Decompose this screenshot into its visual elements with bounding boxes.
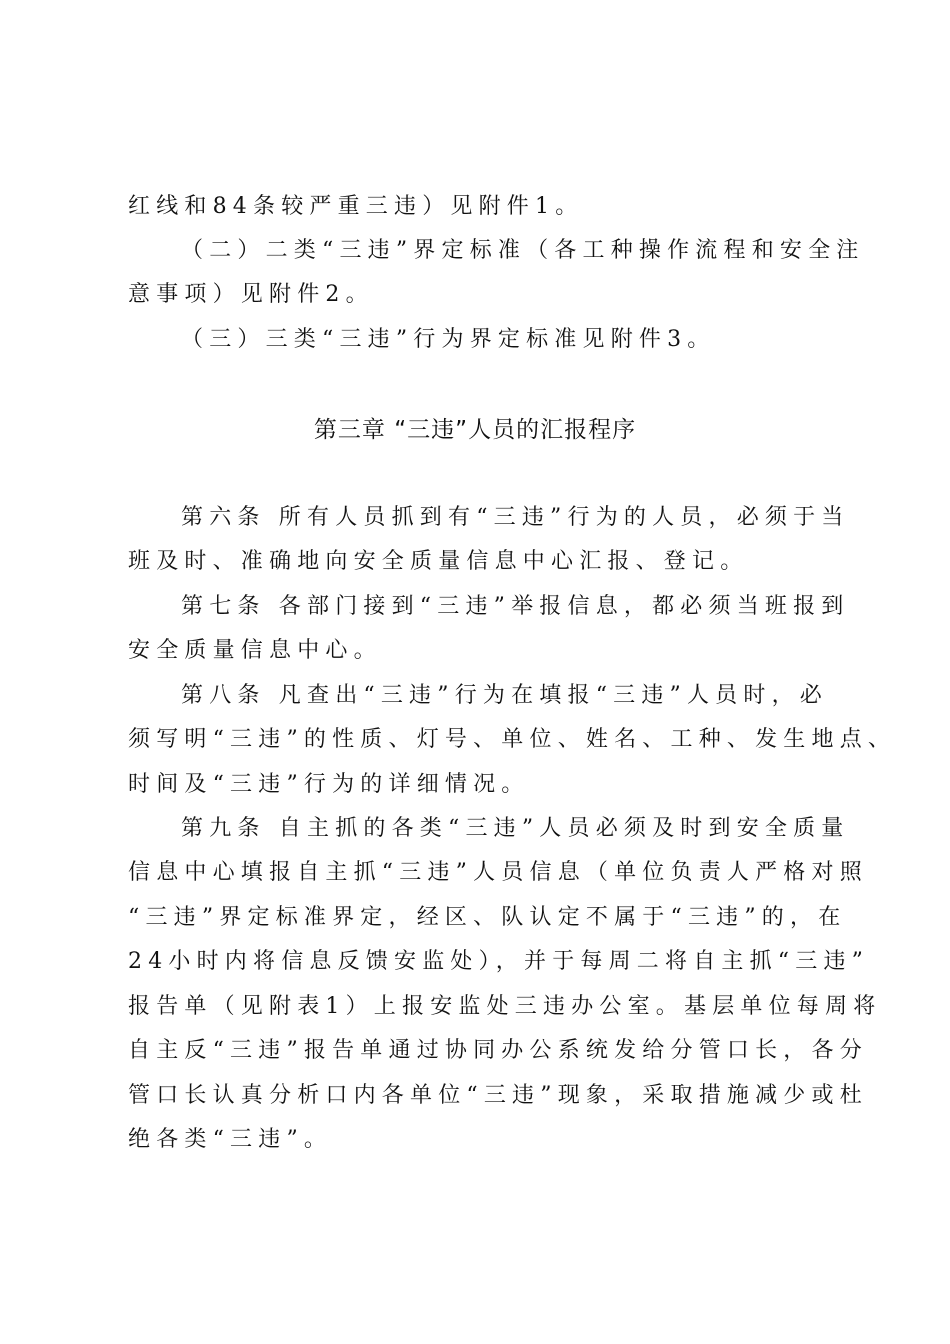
article-8-line: 第八条 凡查出“三违”行为在填报“三违”人员时，必: [181, 683, 828, 708]
article-7-line: 第七条 各部门接到“三违”举报信息，都必须当班报到: [181, 594, 850, 619]
article-9-line: 绝各类“三违”。: [128, 1127, 333, 1152]
article-9-line: 管口长认真分析口内各单位“三违”现象，采取措施减少或杜: [128, 1083, 868, 1108]
article-9-line: 24小时内将信息反馈安监处），并于每周二将自主抓“三违”: [128, 949, 870, 974]
article-7-line: 安全质量信息中心。: [128, 638, 382, 663]
article-6-line: 班及时、准确地向安全质量信息中心汇报、登记。: [128, 549, 749, 574]
article-8-line: 须写明“三违”的性质、灯号、单位、姓名、工种、发生地点、: [128, 727, 897, 752]
article-6-line: 第六条 所有人员抓到有“三违”行为的人员，必须于当: [181, 505, 850, 530]
paragraph-line: 意事项）见附件2。: [128, 282, 374, 307]
article-9-line: 第九条 自主抓的各类“三违”人员必须及时到安全质量: [181, 816, 850, 841]
article-9-line: “三违”界定标准界定，经区、队认定不属于“三违”的，在: [128, 905, 847, 930]
article-9-line: 自主反“三违”报告单通过协同办公系统发给分管口长，各分: [128, 1038, 868, 1063]
paragraph-line: （二）二类“三违”界定标准（各工种操作流程和安全注: [181, 238, 865, 263]
article-9-line: 信息中心填报自主抓“三违”人员信息（单位负责人严格对照: [128, 860, 868, 885]
article-9-line: 报告单（见附表1）上报安监处三违办公室。基层单位每周将: [128, 994, 882, 1019]
paragraph-line: （三）三类“三违”行为界定标准见附件3。: [181, 327, 716, 352]
paragraph-line: 红线和84条较严重三违）见附件1。: [128, 194, 584, 219]
article-8-line: 时间及“三违”行为的详细情况。: [128, 772, 530, 797]
chapter-title: 第三章 “三违”人员的汇报程序: [313, 417, 637, 443]
